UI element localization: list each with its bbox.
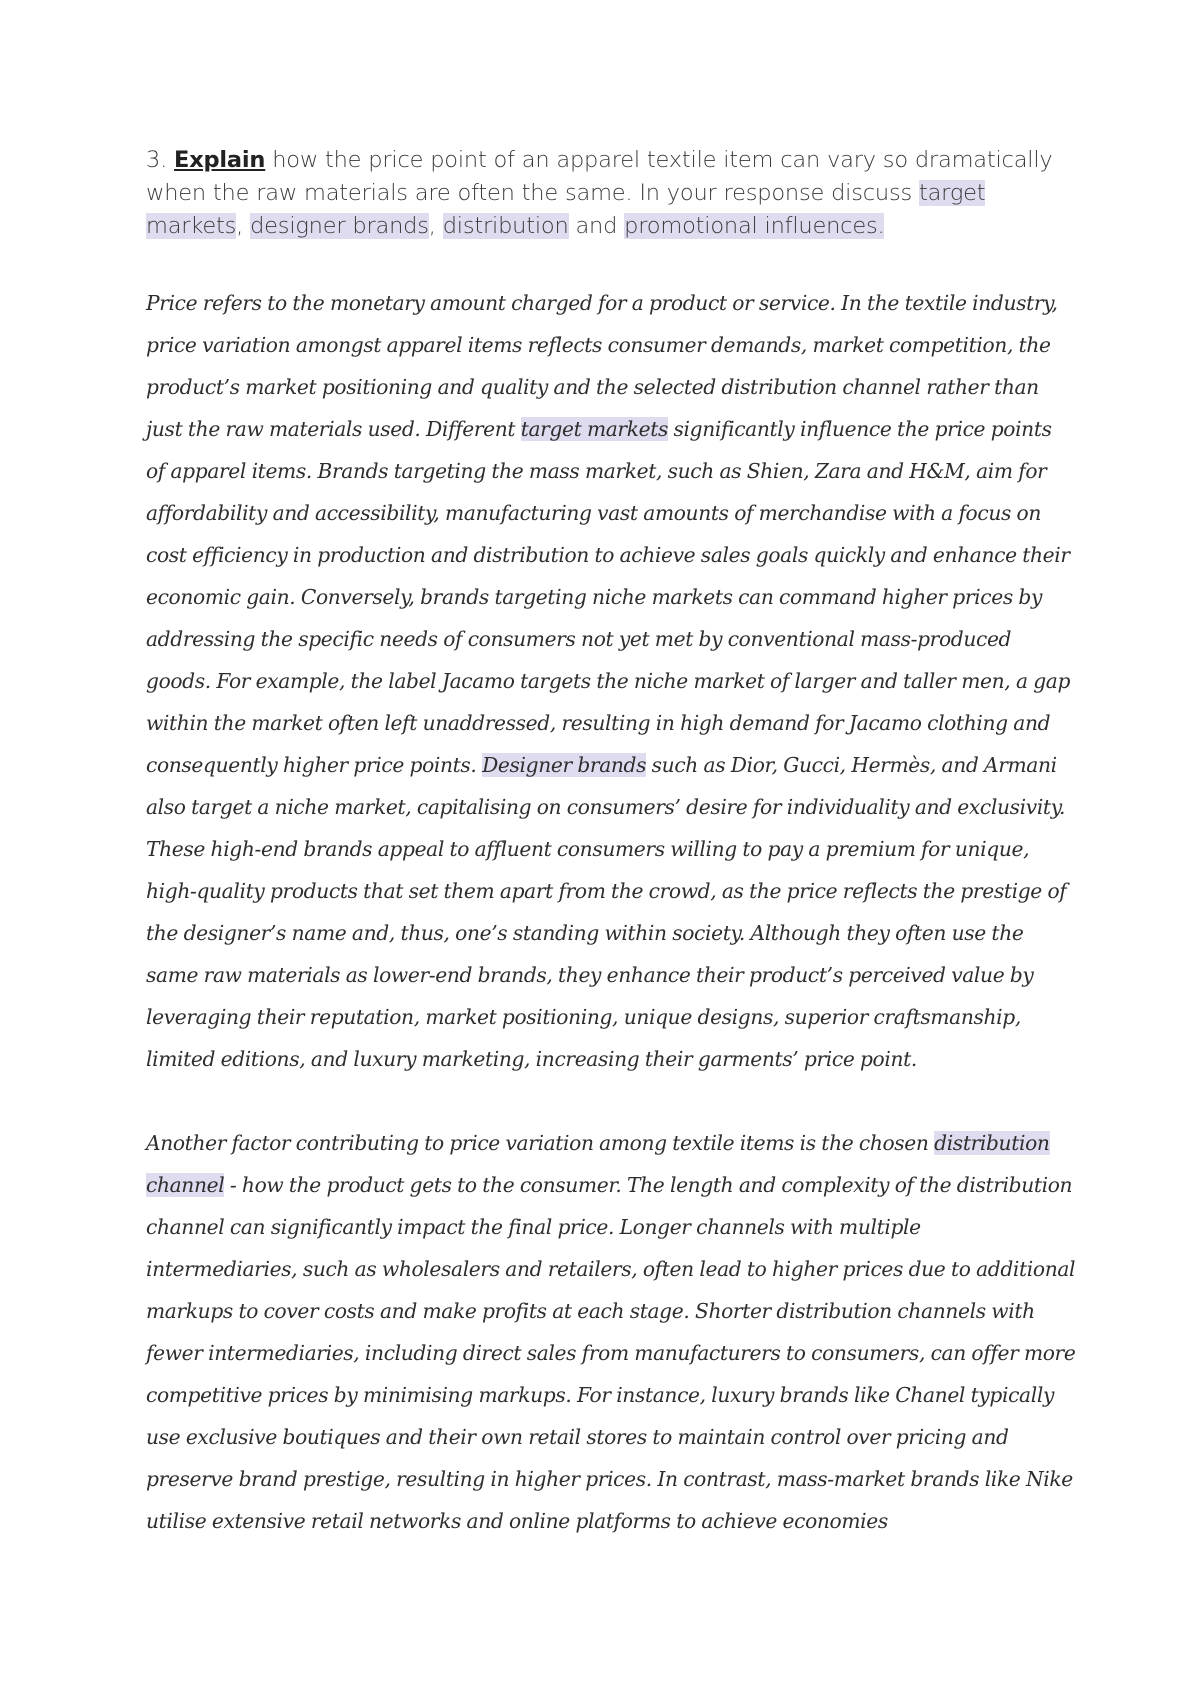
paragraph-text: Another factor contributing to price variation among textile items is the chosen: [146, 1131, 935, 1155]
highlight-promotional-influences: promotional influences.: [624, 213, 885, 239]
paragraph-text: such as Dior, Gucci, Hermès, and Armani also target a niche market, capitalising on consumers’ desire for individuality and exclusivity. These high-end brands appeal to affluent consumers willing to pay a premium for unique, high-quality products that set them apart from the crowd, as the price reflects the prestige of the designer’s name and, thus, one’s standing within society. Although they often use the same raw materials as lower-end brands, they enhance their product’s perceived value by leveraging their reputation, market positioning, unique designs, superior craftsmanship, limited editions, and luxury marketing, increasing their garments’ price point.: [146, 753, 1067, 1071]
question-separator: ,: [428, 213, 443, 239]
highlight-distribution: distribution: [442, 213, 569, 239]
paragraph-text: significantly influence the price points of apparel items. Brands targeting the mass market, such as Shien, Zara and H&M, aim for affordability and accessibility, manufacturing vast amounts of merchandise with a focus on cost efficiency in production and distribution to achieve sales goals quickly and enhance their economic gain. Conversely, brands targeting niche markets can command higher prices by addressing the specific needs of consumers not yet met by conventional mass-produced goods. For example, the label Jacamo targets the niche market of larger and taller men, a gap within the market often left unaddressed, resulting in high demand for Jacamo clothing and consequently higher price points.: [146, 417, 1071, 777]
highlight-target-markets: target markets: [146, 180, 986, 239]
highlight-designer-brands: designer brands: [250, 213, 429, 239]
question-separator: and: [568, 213, 625, 239]
paragraph-distribution: [146, 1122, 1076, 1542]
highlight-target-markets: target markets: [520, 417, 668, 441]
question-number: 3.: [146, 147, 175, 173]
question-separator: ,: [236, 213, 251, 239]
highlight-distribution-channel: distribution channel: [146, 1131, 1050, 1197]
paragraph-text: - how the product gets to the consumer. The length and complexity of the distribution channel can significantly impact the final price. Longer channels with multiple intermediaries, such as wholesalers and retailers, often lead to higher prices due to additional markups to cover costs and make profits at each stage. Shorter distribution channels with fewer intermediaries, including direct sales from manufacturers to consumers, can offer more competitive prices by minimising markups. For instance, luxury brands like Chanel typically use exclusive boutiques and their own retail stores to maintain control over pricing and preserve brand prestige, resulting in higher prices. In contrast, mass-market brands like Nike utilise extensive retail networks and online platforms to achieve economies: [146, 1173, 1076, 1533]
question-prompt: [146, 144, 1066, 243]
paragraph-price-and-markets: [146, 282, 1076, 1080]
command-word: Explain: [174, 147, 266, 173]
paragraph-text: Price refers to the monetary amount charged for a product or service. In the textile industry, price variation amongst apparel items reflects consumer demands, market competition, the product’s market positioning and quality and the selected distribution channel rather than just the raw materials used. Different: [146, 291, 1058, 441]
question-text: how the price point of an apparel textile item can vary so dramatically when the raw materials are often the same. In your response discuss: [146, 147, 1053, 206]
highlight-designer-brands: Designer brands: [482, 753, 647, 777]
